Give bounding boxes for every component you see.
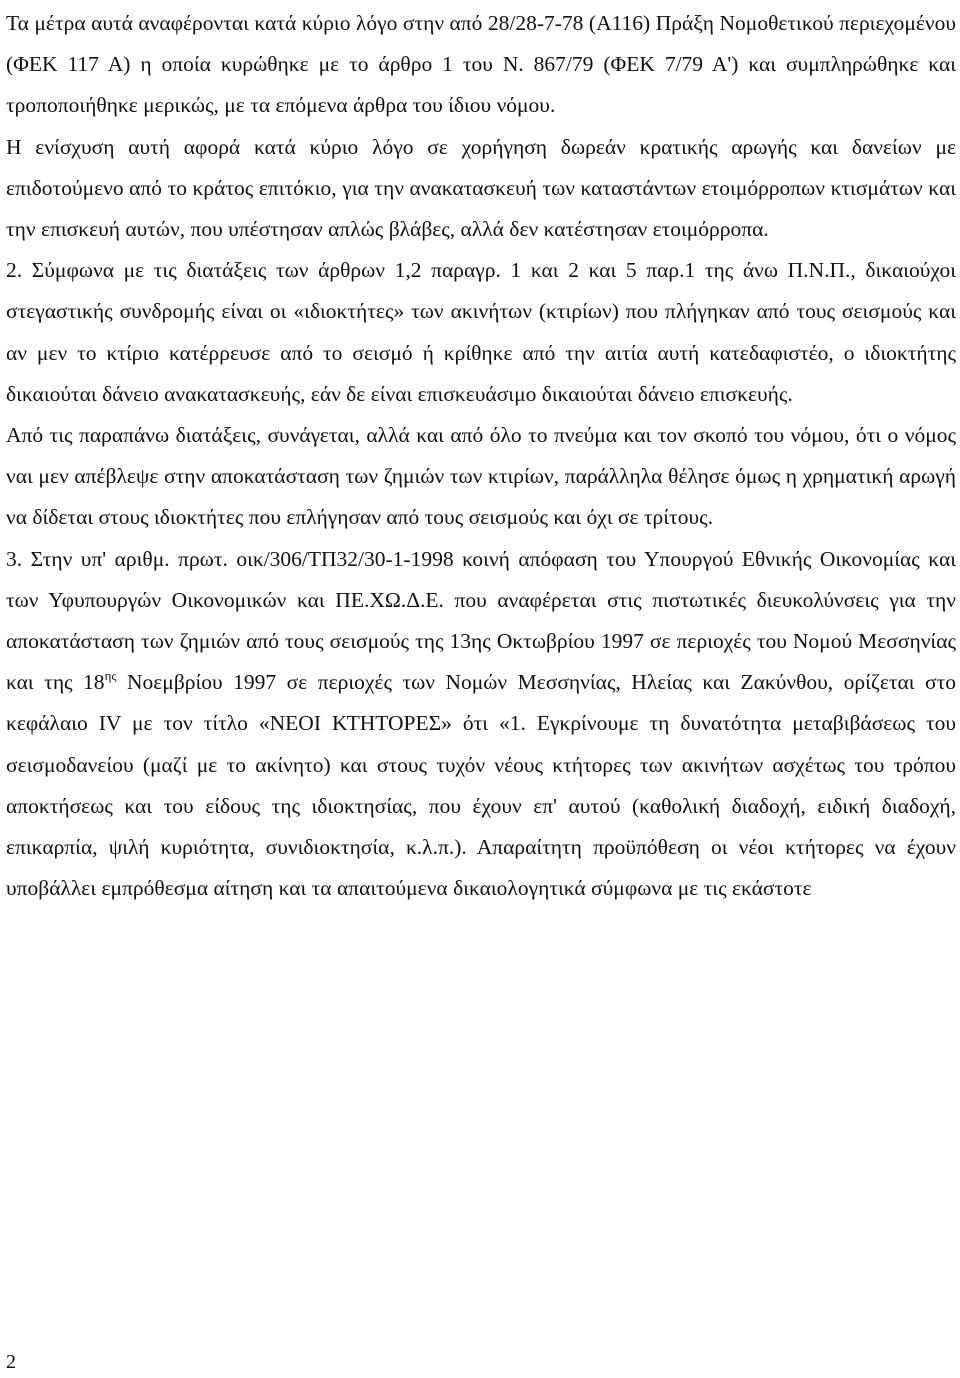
page-number: 2 xyxy=(6,1351,16,1373)
paragraph-section-3-part-2: Νοεμβρίου 1997 σε περιοχές των Νομών Μεσσηνίας, Ηλείας και Ζακύνθου, ορίζεται στο κεφάλαιο IV με τον τίτλο «ΝΕΟΙ ΚΤΗΤΟΡΕΣ» ότι «1. Εγκρίνουμε τη δυνατότητα μεταβιβάσεως του σεισμοδανείου (μαζί με το ακίνητο) και στους τυχόν νέους κτήτορες των ακινήτων ασχέτως του τρόπου αποκτήσεως και του είδους της ιδιοκτησίας, που έχουν επ' αυτού (καθολική διαδοχή, ειδική διαδοχή, επικαρπία, ψιλή κυριότητα, συνιδιοκτησία, κ.λ.π.). Απαραίτητη προϋπόθεση οι νέοι κτήτορες να έχουν υποβάλλει εμπρόθεσμα αίτηση και τα απαιτούμενα δικαιολογητικά σύμφωνα με τις εκάστοτε xyxy=(6,670,956,901)
paragraph-conclusion: Από τις παραπάνω διατάξεις, συνάγεται, αλλά και από όλο το πνεύμα και τον σκοπό του νόμου, ότι ο νόμος ναι μεν απέβλεψε στην αποκατάσταση των ζημιών των κτιρίων, παράλληλα θέλησε όμως η χρηματική αρωγή να δίδεται στους ιδιοκτήτες που επλήγησαν από τους σεισμούς και όχι σε τρίτους. xyxy=(6,423,956,530)
paragraph-assistance: Η ενίσχυση αυτή αφορά κατά κύριο λόγο σε χορήγηση δωρεάν κρατικής αρωγής και δανείων με επιδοτούμενο από το κράτος επιτόκιο, για την ανακατασκευή των καταστάντων ετοιμόρροπων κτισμάτων και την επισκευή αυτών, που υπέστησαν απλώς βλάβες, αλλά δεν κατέστησαν ετοιμόρροπα. xyxy=(6,134,956,242)
body-text xyxy=(6,3,956,909)
paragraph-measures: Τα μέτρα αυτά αναφέρονται κατά κύριο λόγο στην από 28/28-7-78 (Α116) Πράξη Νομοθετικού περιεχομένου (ΦΕΚ 117 Α) η οποία κυρώθηκε με το άρθρο 1 του Ν. 867/79 (ΦΕΚ 7/79 Α') και συμπληρώθηκε και τροποποιήθηκε μερικώς, με τα επόμενα άρθρα του ίδιου νόμου. xyxy=(6,11,956,118)
paragraph-section-2: 2. Σύμφωνα με τις διατάξεις των άρθρων 1,2 παραγρ. 1 και 2 και 5 παρ.1 της άνω Π.Ν.Π., δικαιούχοι στεγαστικής συνδρομής είναι οι «ιδιοκτήτες» των ακινήτων (κτιρίων) που πλήγηκαν από τους σεισμούς και αν μεν το κτίριο κατέρρευσε από το σεισμό ή κρίθηκε από την αιτία αυτή κατεδαφιστέο, ο ιδιοκτήτης δικαιούται δάνειο ανακατασκευής, εάν δε είναι επισκευάσιμο δικαιούται δάνειο επισκευής. xyxy=(6,258,956,406)
ordinal-superscript: ης xyxy=(104,668,117,684)
paragraph-section-3 xyxy=(6,539,956,910)
paragraph-section-3-part-1: 3. Στην υπ' αριθμ. πρωτ. οικ/306/ΤΠ32/30-1-1998 κοινή απόφαση του Υπουργού Εθνικής Οικονομίας και των Υφυπουργών Οικονομικών και ΠΕ.ΧΩ.Δ.Ε. που αναφέρεται στις πιστωτικές διευκολύνσεις για την αποκατάσταση των ζημιών από τους σεισμούς της 13ης Οκτωβρίου 1997 σε περιοχές του Νομού Μεσσηνίας και της 18 xyxy=(6,546,956,695)
